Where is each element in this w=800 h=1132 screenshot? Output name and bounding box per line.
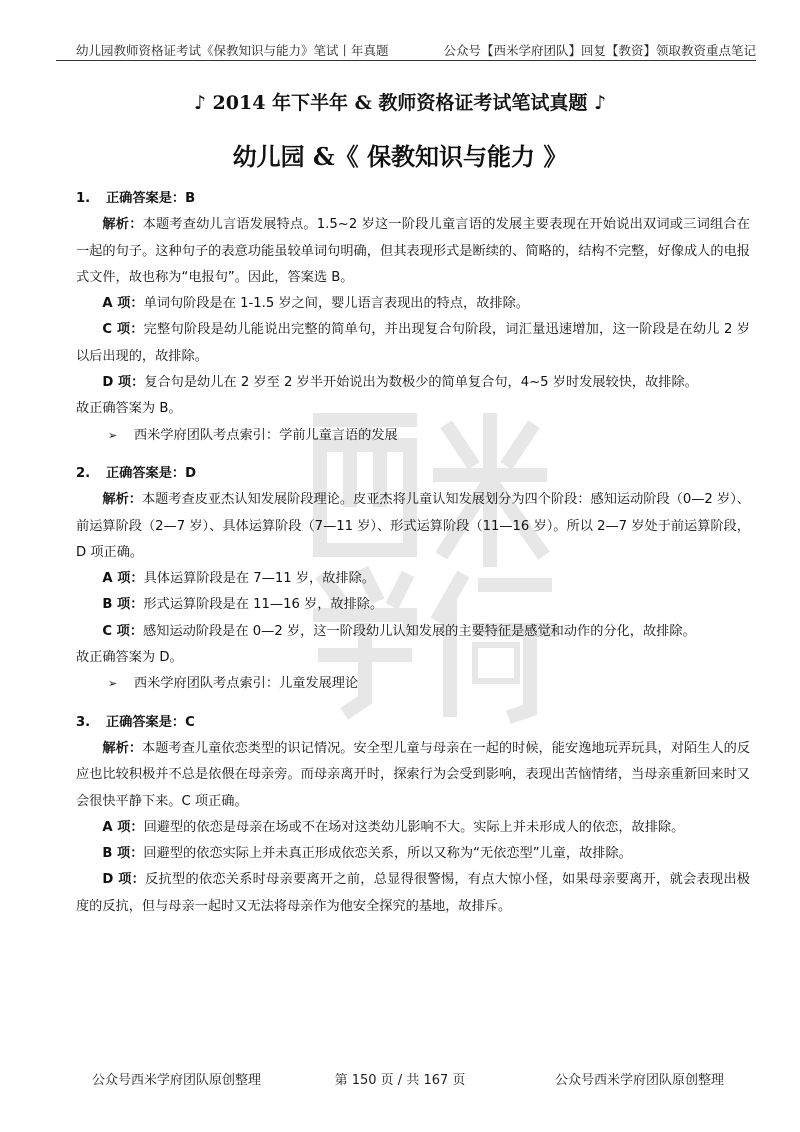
option-text: 回避型的依恋实际上并未真正形成依恋关系，所以又称为“无依恋型”儿童，故排除。 [143, 846, 632, 862]
topic-index-label: 西米学府团队考点索引： [134, 676, 280, 692]
arrow-bullet-icon: ➢ [108, 677, 118, 691]
footer-right-text: 公众号西米学府团队原创整理 [554, 1073, 724, 1088]
analysis-label: 解析： [102, 492, 142, 508]
topic-index-value: 学前儿童言语的发展 [279, 427, 398, 443]
exam-title: ♪ 2014 年下半年 & 教师资格证考试笔试真题 ♪ [193, 92, 607, 114]
option-text: 感知运动阶段是在 0—2 岁，这一阶段幼儿认知发展的主要特征是感觉和动作的分化，故排除。 [143, 623, 696, 639]
analysis-paragraph [76, 736, 750, 815]
option-text: 回避型的依恋是母亲在场或不在场对这类幼儿影响不大。实际上并未形成人的依恋，故排除。 [143, 819, 685, 835]
analysis-text: 本题考查儿童依恋类型的识记情况。安全型儿童与母亲在一起的时候，能安逸地玩弄玩具，对陌生人的反应也比较积极并不总是依偎在母亲旁。而母亲离开时，探索行为会受到影响，表现出苦恼情绪，当母亲重新回来时又会很快平静下来。C 项正确。 [76, 740, 751, 809]
page-footer [0, 1069, 800, 1089]
answer-content [76, 186, 750, 920]
header-left-text: 幼儿园教师资格证考试《保教知识与能力》笔试丨年真题 [76, 43, 389, 58]
option-label: B 项： [102, 597, 144, 613]
option-paragraph [76, 815, 750, 841]
option-text: 完整句阶段是幼儿能说出完整的简单句，并出现复合句阶段，词汇量迅速增加，这一阶段是在幼儿 2 岁以后出现的，故排除。 [76, 322, 750, 364]
question-header [76, 461, 750, 487]
page-number: 第 150 页 / 共 167 页 [334, 1073, 466, 1088]
analysis-paragraph [76, 212, 750, 291]
option-label: A 项： [102, 571, 144, 587]
footer-left-text: 公众号西米学府团队原创整理 [92, 1073, 262, 1088]
option-label: A 项： [102, 296, 144, 312]
header-right-text: 公众号【西米学府团队】回复【教资】领取教资重点笔记 [443, 43, 756, 58]
option-label: A 项： [102, 819, 144, 835]
question-1 [76, 186, 750, 449]
topic-index [108, 671, 750, 697]
question-number: 1. [76, 191, 91, 206]
option-text: 复合句是幼儿在 2 岁至 2 岁半开始说出为数极少的简单复合句，4~5 岁时发展较快，故排除。 [144, 375, 698, 391]
correct-answer: 正确答案是：D [106, 465, 197, 481]
option-label: B 项： [102, 846, 144, 862]
arrow-bullet-icon: ➢ [108, 428, 118, 442]
question-3 [76, 710, 750, 920]
analysis-label: 解析： [102, 217, 143, 233]
subject-title: 幼儿园 &《 保教知识与能力 》 [232, 142, 568, 171]
conclusion-text: 故正确答案为 D。 [76, 650, 183, 666]
correct-answer: 正确答案是：B [106, 191, 196, 206]
analysis-paragraph [76, 487, 750, 566]
option-paragraph [76, 566, 750, 592]
question-2 [76, 461, 750, 698]
option-paragraph [76, 370, 750, 396]
question-number: 2. [76, 465, 91, 481]
conclusion-text: 故正确答案为 B。 [76, 401, 182, 417]
option-label: D 项： [102, 375, 145, 391]
option-label: C 项： [102, 322, 144, 338]
analysis-text: 本题考查幼儿言语发展特点。1.5~2 岁这一阶段儿童言语的发展主要表现在开始说出双词或三词组合在一起的句子。这种句子的表意功能虽较单词句明确，但其表现形式是断续的、简略的，结构不完整，好像成人的电报式文件，故也称为“电报句”。因此，答案选 B。 [76, 217, 750, 285]
option-label: C 项： [102, 623, 144, 639]
analysis-text: 本题考查皮亚杰认知发展阶段理论。皮亚杰将儿童认知发展划分为四个阶段：感知运动阶段（0—2 岁）、前运算阶段（2—7 岁）、具体运算阶段（7—11 岁）、形式运算阶段（11—16 岁）。所以 2—7 岁处于前运算阶段，D 项正确。 [76, 492, 750, 560]
topic-index-label: 西米学府团队考点索引： [134, 427, 280, 443]
page-header [56, 38, 756, 61]
option-text: 形式运算阶段是在 11—16 岁，故排除。 [143, 597, 384, 613]
option-paragraph [76, 317, 750, 370]
option-paragraph [76, 867, 750, 920]
question-header [76, 710, 750, 736]
option-paragraph [76, 592, 750, 618]
correct-answer: 正确答案是：C [106, 714, 195, 730]
option-label: D 项： [102, 872, 146, 888]
topic-index-value: 儿童发展理论 [279, 676, 359, 692]
question-number: 3. [76, 714, 91, 730]
option-text: 单词句阶段是在 1-1.5 岁之间，婴儿语言表现出的特点，故排除。 [143, 296, 529, 312]
option-text: 反抗型的依恋关系时母亲要离开之前，总显得很警惕，有点大惊小怪，如果母亲要离开，就会表现出极度的反抗，但与母亲一起时又无法将母亲作为他安全探究的基地，故排斥。 [76, 872, 750, 914]
option-text: 具体运算阶段是在 7—11 岁，故排除。 [143, 571, 375, 587]
option-paragraph [76, 841, 750, 867]
analysis-label: 解析： [102, 740, 143, 756]
option-paragraph [76, 619, 750, 645]
option-paragraph [76, 291, 750, 317]
topic-index [108, 423, 750, 449]
question-header [76, 186, 750, 212]
